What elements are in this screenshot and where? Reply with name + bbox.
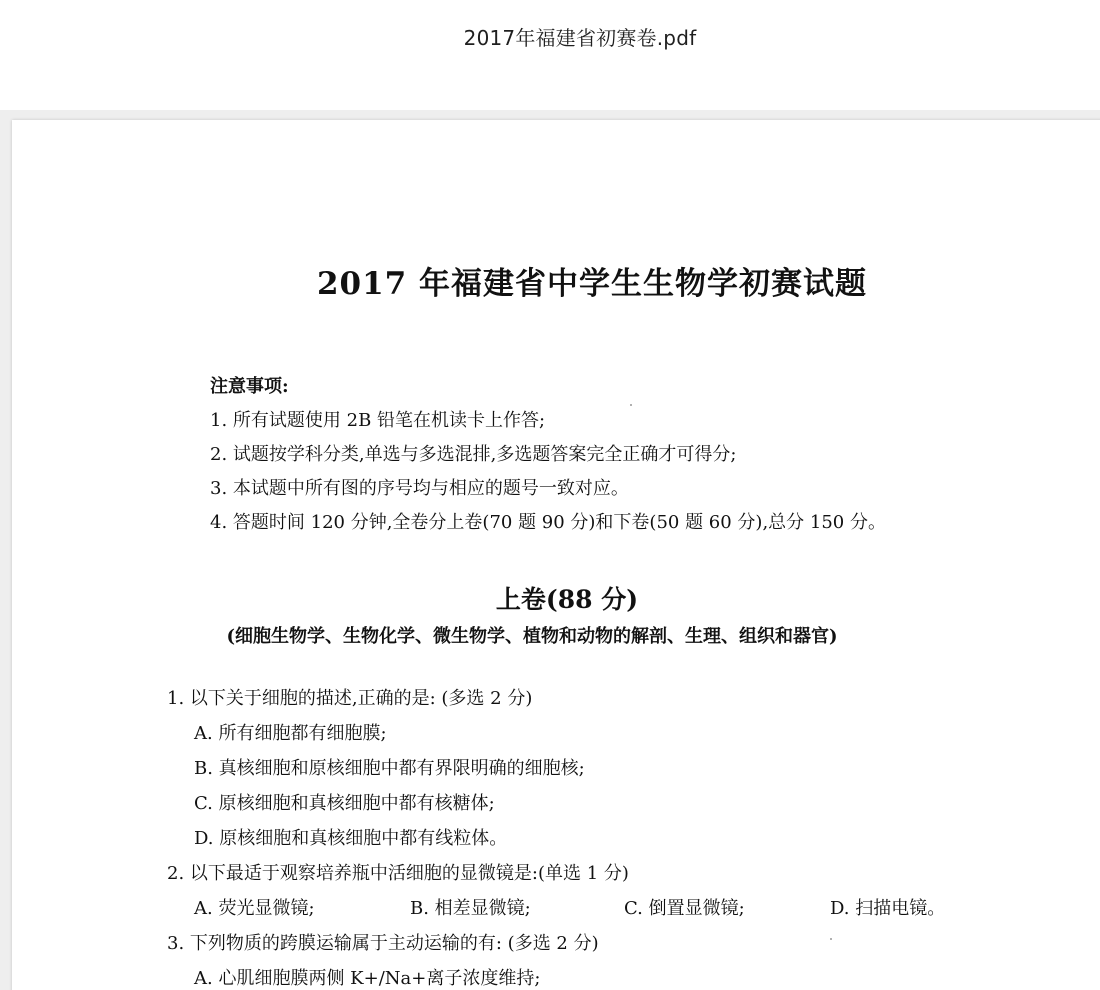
document-filename: 2017年福建省初赛卷.pdf [463, 26, 697, 50]
pdf-page [12, 120, 1100, 990]
notice-heading: 注意事项: [210, 376, 289, 397]
question-option: D. 原核细胞和真核细胞中都有线粒体。 [194, 828, 508, 849]
question-option: B. 相差显微镜; [410, 898, 531, 919]
question-stem: 1. 以下关于细胞的描述,正确的是: (多选 2 分) [167, 688, 533, 709]
scan-speck [830, 938, 832, 940]
notice-item: 2. 试题按学科分类,单选与多选混排,多选题答案完全正确才可得分; [210, 444, 737, 465]
notice-item: 1. 所有试题使用 2B 铅笔在机读卡上作答; [210, 410, 546, 431]
section-title-text: 上卷(88 分) [495, 585, 639, 614]
question-option: B. 真核细胞和原核细胞中都有界限明确的细胞核; [194, 758, 585, 779]
viewer-header [0, 0, 1100, 110]
section-title [12, 580, 1100, 616]
notice-item: 3. 本试题中所有图的序号均与相应的题号一致对应。 [210, 478, 629, 499]
scan-speck [630, 404, 632, 406]
section-subtitle: (细胞生物学、生物化学、微生物学、植物和动物的解剖、生理、组织和器官) [226, 626, 838, 647]
question-option: A. 所有细胞都有细胞膜; [194, 723, 387, 744]
question-option: C. 倒置显微镜; [624, 898, 745, 919]
question-stem: 2. 以下最适于观察培养瓶中活细胞的显微镜是:(单选 1 分) [167, 863, 629, 884]
question-option: C. 原核细胞和真核细胞中都有核糖体; [194, 793, 495, 814]
notice-item: 4. 答题时间 120 分钟,全卷分上卷(70 题 90 分)和下卷(50 题 60 分),总分 150 分。 [210, 512, 886, 533]
question-option: D. 扫描电镜。 [830, 898, 946, 919]
page-title: 2017 年福建省中学生生物学初赛试题 [316, 266, 868, 302]
question-option: A. 心肌细胞膜两侧 K+/Na+离子浓度维持; [194, 968, 541, 989]
question-option: A. 荧光显微镜; [194, 898, 315, 919]
question-stem: 3. 下列物质的跨膜运输属于主动运输的有: (多选 2 分) [167, 933, 599, 954]
